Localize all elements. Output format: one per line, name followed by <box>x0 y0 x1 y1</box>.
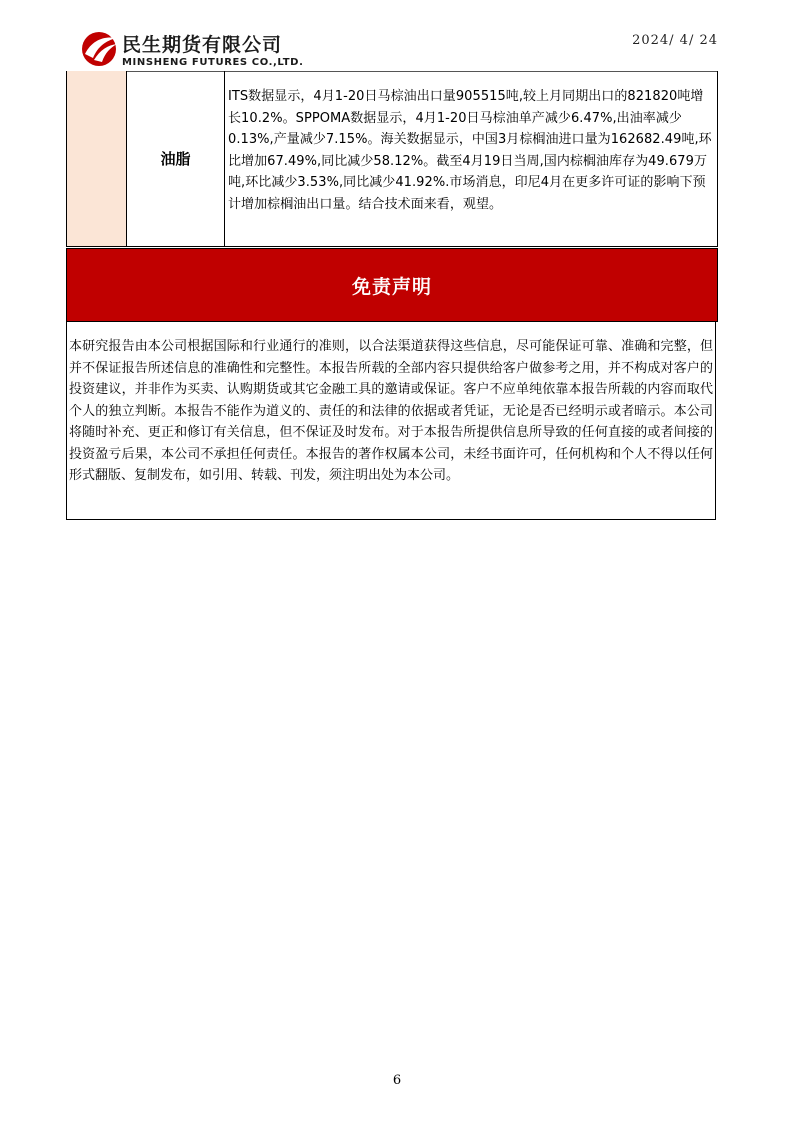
company-name-en: MINSHENG FUTURES CO.,LTD. <box>122 57 304 68</box>
category-cell <box>127 71 225 246</box>
company-logo-icon <box>80 30 120 68</box>
disclaimer-banner <box>66 248 718 322</box>
category-label: 油脂 <box>160 150 191 168</box>
company-name-cn: 民生期货有限公司 <box>122 34 283 56</box>
analysis-cell: ITS数据显示，4月1-20日马棕油出口量905515吨,较上月同期出口的821820吨增长10.2%。SPPOMA数据显示，4月1-20日马棕油单产减少6.47%,出油率减少0.13%,产量减少7.15%。海关数据显示，中国3月棕榈油进口量为162682.49吨,环比增加67.49%,同比减少58.12%。截至4月19日当周,国内棕榈油库存为49.679万吨,环比减少3.53%,同比减少41.92%.市场消息，印尼4月在更多许可证的影响下预计增加棕榈油出口量。结合技术面来看，观望。 <box>228 89 712 212</box>
commodity-table <box>66 71 718 247</box>
report-date: 2024/ 4/ 24 <box>632 33 718 48</box>
page-header <box>0 0 794 72</box>
table-side-cell <box>67 71 127 246</box>
page-number: 6 <box>392 1073 402 1088</box>
disclaimer-text: 本研究报告由本公司根据国际和行业通行的准则，以合法渠道获得这些信息，尽可能保证可靠、准确和完整，但并不保证报告所述信息的准确性和完整性。本报告所载的全部内容只提供给客户做参考之用，并不构成对客户的投资建议，并非作为买卖、认购期货或其它金融工具的邀请或保证。客户不应单纯依靠本报告所载的内容而取代个人的独立判断。本报告不能作为道义的、责任的和法律的依据或者凭证，无论是否已经明示或者暗示。本公司将随时补充、更正和修订有关信息，但不保证及时发布。对于本报告所提供信息所导致的任何直接的或者间接的投资盈亏后果，本公司不承担任何责任。本报告的著作权属本公司，未经书面许可，任何机构和个人不得以任何形式翻版、复制发布，如引用、转载、刊发，须注明出处为本公司。 <box>66 321 716 520</box>
disclaimer-title: 免责声明 <box>351 275 432 298</box>
